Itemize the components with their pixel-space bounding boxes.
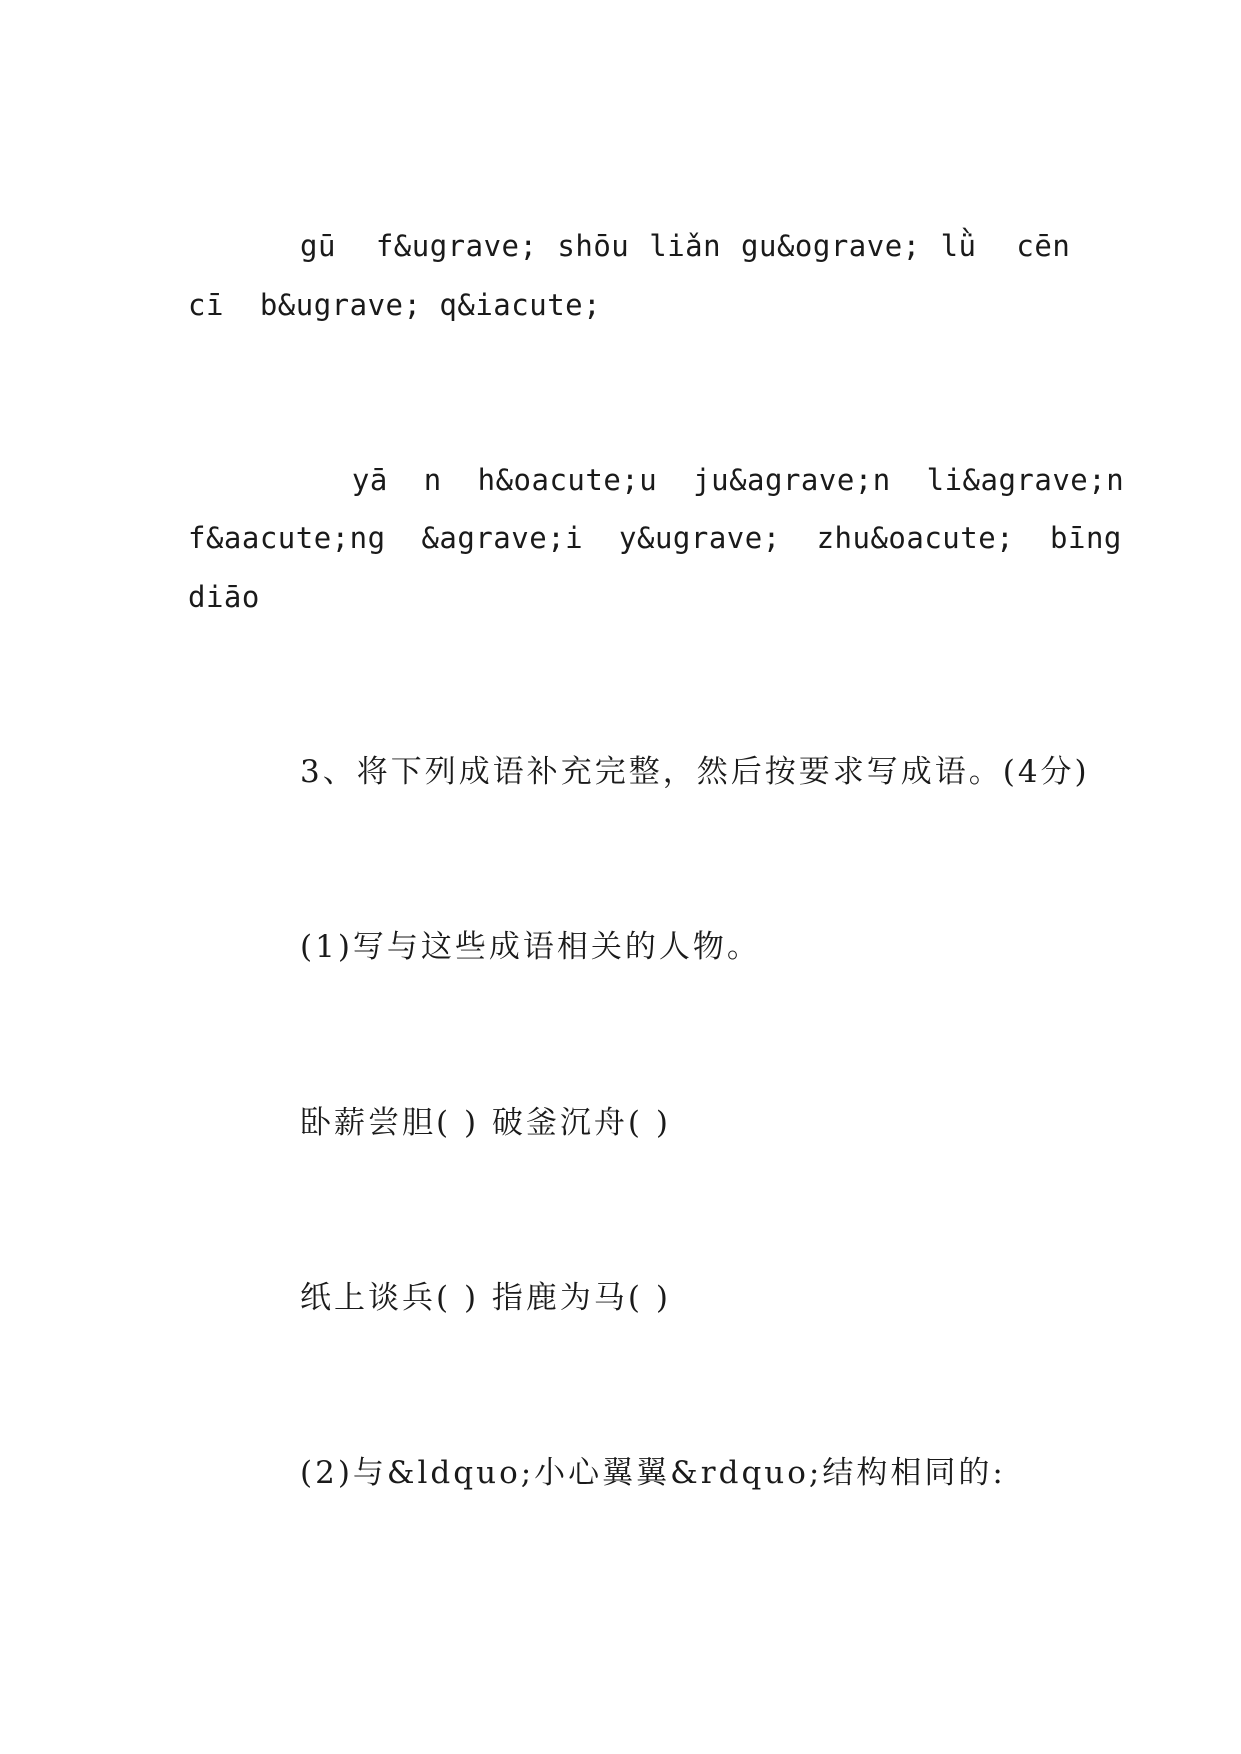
question-title: 3、将下列成语补充完整，然后按要求写成语。(4分): [300, 754, 1090, 790]
idiom-row-1: 卧薪尝胆( ) 破釜沉舟( ): [300, 1105, 671, 1141]
part-2-prompt: (2)与&ldquo;小心翼翼&rdquo;结构相同的:: [300, 1455, 1006, 1491]
part-1-prompt: (1)写与这些成语相关的人物。: [300, 929, 761, 965]
pinyin-line-1: gū f&ugrave; shōu liǎn gu&ograve; lǜ cēn: [300, 229, 1071, 263]
pinyin-line-3: yā n h&oacute;u ju&agrave;n li&agrave;n: [316, 463, 1125, 497]
pinyin-line-4: f&aacute;ng &agrave;i y&ugrave; zhu&oacute; bīng: [188, 521, 1122, 555]
idiom-row-2: 纸上谈兵( ) 指鹿为马( ): [300, 1280, 671, 1316]
pinyin-line-5: diāo: [188, 580, 260, 614]
pinyin-line-2: cī b&ugrave; q&iacute;: [188, 288, 602, 322]
